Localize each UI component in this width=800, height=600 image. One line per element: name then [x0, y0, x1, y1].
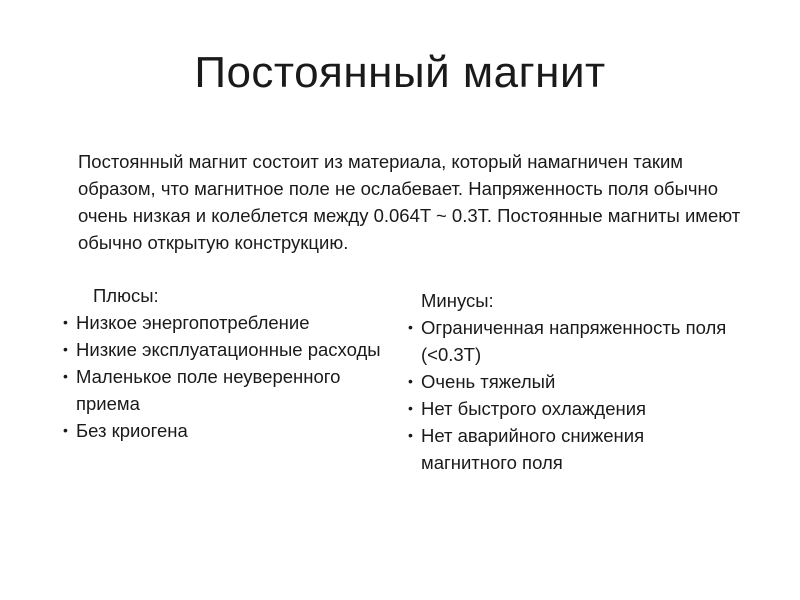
- bullet-icon: •: [63, 368, 68, 384]
- list-item: • Низкое энергопотребление: [55, 309, 385, 336]
- list-item: • Маленькое поле неуверенного приема: [55, 363, 385, 417]
- slide-title: Постоянный магнит: [194, 48, 606, 97]
- list-item: • Нет аварийного снижения магнитного поля: [400, 422, 730, 476]
- bullet-icon: •: [408, 319, 413, 335]
- pros-section: [55, 282, 385, 444]
- list-item: • Ограниченная напряженность поля (<0.3T): [400, 314, 730, 368]
- bullet-icon: •: [408, 427, 413, 443]
- list-item: • Низкие эксплуатационные расходы: [55, 336, 385, 363]
- bullet-icon: •: [408, 400, 413, 416]
- intro-paragraph: Постоянный магнит состоит из материала, который намагничен таким образом, что магнитное поле не ослабевает. Напряженность поля обычно очень низкая и колеблется между 0.064T ~ 0.3T. Постоянные магниты имеют обычно открытую конструкцию.: [78, 151, 741, 253]
- bullet-icon: •: [63, 314, 68, 330]
- cons-heading: Минусы:: [421, 290, 494, 311]
- bullet-icon: •: [63, 422, 68, 438]
- cons-list: [400, 314, 730, 476]
- bullet-icon: •: [408, 373, 413, 389]
- cons-section: [400, 287, 730, 476]
- pros-heading: Плюсы:: [93, 285, 159, 306]
- bullet-icon: •: [63, 341, 68, 357]
- list-item: • Очень тяжелый: [400, 368, 730, 395]
- pros-list: [55, 309, 385, 444]
- list-item: • Нет быстрого охлаждения: [400, 395, 730, 422]
- list-item: • Без криогена: [55, 417, 385, 444]
